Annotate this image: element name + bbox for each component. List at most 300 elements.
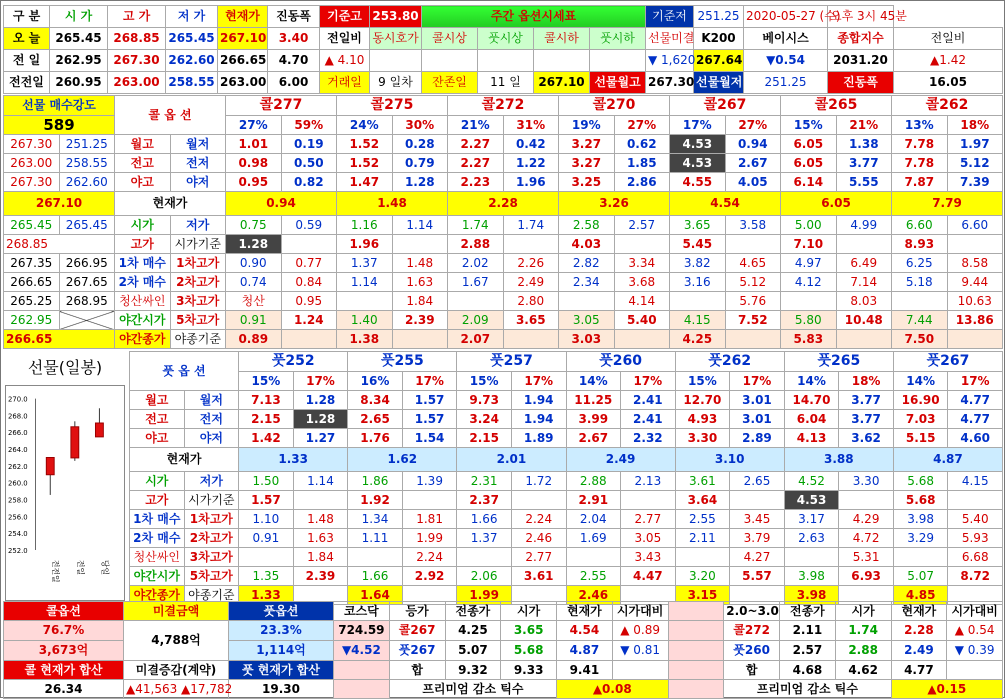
put-label-0-a: 월고: [130, 391, 185, 410]
put-strike-4: 풋262: [675, 352, 784, 372]
put-detail-1-5-b: [839, 491, 894, 510]
call-detail-2-0-b: 0.77: [281, 254, 337, 273]
call-strike-2: 콜272: [448, 96, 559, 116]
call-detail-0-6-a: 6.60: [892, 216, 948, 235]
call-iv-lo-3: 19%: [559, 116, 615, 135]
mid-r2-0: 합: [389, 661, 445, 680]
right-r1-2: 2.88: [835, 641, 891, 661]
call-cur-label: 현재가: [115, 192, 226, 216]
call-detail-1-0-b: [281, 235, 337, 254]
header-r1-10: 251.25: [694, 6, 744, 28]
put-val-1-1-a: 2.65: [348, 410, 403, 429]
call-val-1-3-a: 3.27: [559, 154, 615, 173]
gap-1: [668, 641, 724, 661]
put-val-1-5-b: 3.77: [839, 410, 894, 429]
premium-1: ▲0.08: [557, 680, 669, 699]
put-dlabel-5-b: 5차고가: [184, 567, 239, 586]
footer-h-13: 현재가: [891, 602, 947, 621]
chart-x-label-2: 당일: [100, 559, 110, 576]
call-strike-6: 콜262: [892, 96, 1003, 116]
header-r4-12: 267.30: [646, 72, 694, 94]
call-left-0-b: 251.25: [59, 135, 115, 154]
header-r1-3: 저 가: [166, 6, 218, 28]
header-table: [3, 5, 1003, 94]
header-r1-9: 기준저: [646, 6, 694, 28]
put-detail-1-2-b: [511, 491, 566, 510]
header-r4-11: 선물월고: [590, 72, 646, 94]
put-dlabel-3-b: 2차고가: [184, 529, 239, 548]
put-detail-5-5-a: 3.98: [784, 567, 839, 586]
chart-tick-6: 258.0: [7, 496, 28, 505]
footer-h-2: 풋옵션: [229, 602, 334, 621]
oi-values: [124, 680, 233, 699]
call-val-2-1-a: 1.47: [337, 173, 393, 192]
put-detail-0-6-a: 5.68: [893, 472, 948, 491]
put-detail-2-5-b: 4.29: [839, 510, 894, 529]
put-detail-2-1-a: 1.34: [348, 510, 403, 529]
put-val-1-6-a: 7.03: [893, 410, 948, 429]
call-left-2-b: 262.60: [59, 173, 115, 192]
put-table: [129, 351, 1003, 605]
header-r4-13: 선물월저: [694, 72, 744, 94]
call-cur-0: 0.94: [226, 192, 337, 216]
put-detail-4-4-b: 4.27: [730, 548, 785, 567]
put-detail-2-4-a: 2.55: [675, 510, 730, 529]
put-detail-1-3-a: 2.91: [566, 491, 621, 510]
put-val-1-0-a: 2.15: [239, 410, 294, 429]
oi-up: ▲41,563: [126, 681, 178, 696]
header-r2-6: 전일비: [320, 28, 370, 50]
blank-k: [334, 661, 390, 680]
put-val-2-2-a: 2.15: [457, 429, 512, 448]
put-detail-1-4-b: [730, 491, 785, 510]
call-sum-label: 콜 현재가 합산: [4, 661, 124, 680]
call-detail-3-1-a: 1.14: [337, 273, 393, 292]
call-detail-6-4-a: 4.25: [670, 330, 726, 349]
header-r1-2: 고 가: [108, 6, 166, 28]
put-label-2-a: 야고: [130, 429, 185, 448]
put-detail-5-6-b: 8.72: [948, 567, 1003, 586]
call-dlabel-4-a: 청산싸인: [115, 292, 171, 311]
put-detail-0-0-a: 1.50: [239, 472, 294, 491]
put-strike-1: 풋255: [348, 352, 457, 372]
call-detail-6-0-a: 0.89: [226, 330, 282, 349]
mid-r0-3: 4.54: [557, 621, 613, 641]
call-detail-2-5-a: 4.97: [781, 254, 837, 273]
header-r1-6: 기준고: [320, 6, 370, 28]
put-val-1-3-a: 3.99: [566, 410, 621, 429]
call-iv-hi-1: 30%: [392, 116, 448, 135]
call-detail-0-3-a: 2.58: [559, 216, 615, 235]
put-detail-1-2-a: 2.37: [457, 491, 512, 510]
call-dleft-3-b: 267.65: [59, 273, 115, 292]
call-val-1-1-b: 0.79: [392, 154, 448, 173]
header-r4-4: 263.00: [218, 72, 268, 94]
put-detail-2-2-b: 2.24: [511, 510, 566, 529]
call-detail-0-6-b: 6.60: [947, 216, 1003, 235]
call-detail-5-0-b: 1.24: [281, 311, 337, 330]
call-val-2-4-b: 4.05: [725, 173, 781, 192]
put-detail-0-5-a: 4.52: [784, 472, 839, 491]
call-iv-hi-5: 21%: [836, 116, 892, 135]
footer-h-4: 등가: [389, 602, 445, 621]
call-val-2-6-a: 7.87: [892, 173, 948, 192]
chart-tick-0: 270.0: [7, 395, 28, 404]
header-r4-1: 260.95: [50, 72, 108, 94]
call-detail-0-0-b: 0.59: [281, 216, 337, 235]
put-detail-5-2-b: 3.61: [511, 567, 566, 586]
footer-h-8: 시가대비: [612, 602, 668, 621]
call-strike-1: 콜275: [337, 96, 448, 116]
put-detail-2-0-a: 1.10: [239, 510, 294, 529]
put-detail-0-2-a: 2.31: [457, 472, 512, 491]
put-detail-6-6-a: 4.85: [893, 586, 948, 605]
chart-tick-7: 256.0: [7, 513, 28, 522]
put-val-2-4-a: 3.30: [675, 429, 730, 448]
call-val-0-3-a: 3.27: [559, 135, 615, 154]
put-detail-6-3-a: 2.46: [566, 586, 621, 605]
put-dlabel-1-b: 시가기준: [184, 491, 239, 510]
put-detail-1-0-a: 1.57: [239, 491, 294, 510]
put-detail-2-5-a: 3.17: [784, 510, 839, 529]
header-r1-1: 시 가: [50, 6, 108, 28]
put-detail-3-5-b: 4.72: [839, 529, 894, 548]
put-detail-3-6-b: 5.93: [948, 529, 1003, 548]
call-iv-hi-6: 18%: [947, 116, 1003, 135]
call-detail-2-6-a: 6.25: [892, 254, 948, 273]
right-r2-1: 4.68: [780, 661, 836, 680]
call-val-1-5-a: 6.05: [781, 154, 837, 173]
call-dleft-1: 268.85: [4, 235, 115, 254]
put-label-1-a: 전고: [130, 410, 185, 429]
call-dlabel-5-b: 5차고가: [170, 311, 226, 330]
call-iv-lo-5: 15%: [781, 116, 837, 135]
call-detail-6-3-a: 3.03: [559, 330, 615, 349]
put-detail-2-3-b: 2.77: [621, 510, 676, 529]
call-detail-0-5-a: 5.00: [781, 216, 837, 235]
put-val-1-2-a: 3.24: [457, 410, 512, 429]
call-dleft-0-b: 265.45: [59, 216, 115, 235]
put-iv-hi-6: 17%: [948, 372, 1003, 391]
put-detail-4-0-a: [239, 548, 294, 567]
call-detail-2-0-a: 0.90: [226, 254, 282, 273]
call-val-2-5-b: 5.55: [836, 173, 892, 192]
header-r1-0: 구 분: [4, 6, 50, 28]
call-cur-5: 6.05: [781, 192, 892, 216]
call-detail-5-4-a: 4.15: [670, 311, 726, 330]
call-iv-hi-4: 27%: [725, 116, 781, 135]
put-title: 풋 옵 션: [130, 352, 239, 391]
call-detail-4-4-a: [670, 292, 726, 311]
call-detail-1-0-a: 1.28: [226, 235, 282, 254]
footer-h-7: 현재가: [557, 602, 613, 621]
call-detail-6-2-a: 2.07: [448, 330, 504, 349]
call-label-1-b: 전저: [170, 154, 226, 173]
put-detail-3-1-b: 1.99: [402, 529, 457, 548]
put-val-2-1-b: 1.54: [402, 429, 457, 448]
put-cur-3: 2.49: [566, 448, 675, 472]
put-val-2-2-b: 1.89: [511, 429, 566, 448]
call-dleft-4-b: 268.95: [59, 292, 115, 311]
candle-body-2: [95, 423, 103, 437]
header-r4-16: 16.05: [894, 72, 1003, 94]
header-r4-7: 9 일차: [370, 72, 422, 94]
call-label-1-a: 전고: [115, 154, 171, 173]
put-val-0-0-b: 1.28: [293, 391, 348, 410]
put-val-2-1-a: 1.76: [348, 429, 403, 448]
call-detail-1-3-b: [614, 235, 670, 254]
mid-r0-2: 3.65: [501, 621, 557, 641]
call-detail-1-1-a: 1.96: [337, 235, 393, 254]
put-dlabel-3-a: 2차 매수: [130, 529, 185, 548]
header-r4-2: 263.00: [108, 72, 166, 94]
call-detail-3-5-b: 7.14: [836, 273, 892, 292]
mid-r2-4: [612, 661, 668, 680]
header-r4-3: 258.55: [166, 72, 218, 94]
put-val-0-4-a: 12.70: [675, 391, 730, 410]
chart-tick-8: 254.0: [7, 530, 28, 539]
call-dleft-5-cross: [59, 311, 115, 330]
header-r3-4: 266.65: [218, 50, 268, 72]
chart-tick-2: 266.0: [7, 429, 28, 438]
put-pct: 23.3%: [229, 621, 334, 641]
put-cur-label: 현재가: [130, 448, 239, 472]
call-dlabel-2-a: 1차 매수: [115, 254, 171, 273]
put-detail-0-4-b: 2.65: [730, 472, 785, 491]
put-label-1-b: 전저: [184, 410, 239, 429]
put-iv-lo-2: 15%: [457, 372, 512, 391]
put-iv-lo-5: 14%: [784, 372, 839, 391]
call-detail-6-0-b: [281, 330, 337, 349]
right-r0-0: 콜272: [724, 621, 780, 641]
put-dlabel-4-b: 3차고가: [184, 548, 239, 567]
call-detail-4-2-a: [448, 292, 504, 311]
header-r3-2: 267.30: [108, 50, 166, 72]
put-val-1-5-a: 6.04: [784, 410, 839, 429]
call-detail-0-1-b: 1.14: [392, 216, 448, 235]
put-cur-0: 1.33: [239, 448, 348, 472]
put-iv-lo-3: 14%: [566, 372, 621, 391]
call-detail-5-0-a: 0.91: [226, 311, 282, 330]
call-detail-5-2-a: 2.09: [448, 311, 504, 330]
call-val-2-5-a: 6.14: [781, 173, 837, 192]
put-detail-4-2-a: [457, 548, 512, 567]
call-strike-4: 콜267: [670, 96, 781, 116]
footer-h-5: 전종가: [445, 602, 501, 621]
call-detail-1-5-a: 7.10: [781, 235, 837, 254]
header-r3-3: 262.60: [166, 50, 218, 72]
header-r2-4: 267.10: [218, 28, 268, 50]
header-r2-12: 선물미결: [646, 28, 694, 50]
put-cur-2: 2.01: [457, 448, 566, 472]
call-detail-4-0-a: 청산: [226, 292, 282, 311]
put-dlabel-5-a: 야간시가: [130, 567, 185, 586]
put-iv-lo-6: 14%: [893, 372, 948, 391]
put-dlabel-6-b: 야종기준: [184, 586, 239, 605]
call-detail-4-5-b: 8.03: [836, 292, 892, 311]
call-val-2-0-a: 0.95: [226, 173, 282, 192]
put-detail-4-1-a: [348, 548, 403, 567]
call-label-0-b: 월저: [170, 135, 226, 154]
call-dlabel-3-a: 2차 매수: [115, 273, 171, 292]
put-detail-4-0-b: 1.84: [293, 548, 348, 567]
put-detail-2-1-b: 1.81: [402, 510, 457, 529]
call-strike-5: 콜265: [781, 96, 892, 116]
put-detail-4-3-a: [566, 548, 621, 567]
mid-r0-1: 4.25: [445, 621, 501, 641]
call-detail-5-4-b: 7.52: [725, 311, 781, 330]
chart-x-label-0: 전전일: [51, 559, 61, 583]
call-val-1-5-b: 3.77: [836, 154, 892, 173]
footer-h-12: 시가: [835, 602, 891, 621]
call-detail-0-4-a: 3.65: [670, 216, 726, 235]
put-detail-3-1-a: 1.11: [348, 529, 403, 548]
footer-h-1: 미결금액: [124, 602, 229, 621]
put-strike-5: 풋265: [784, 352, 893, 372]
call-detail-0-3-b: 2.57: [614, 216, 670, 235]
call-dleft-2-a: 267.35: [4, 254, 60, 273]
header-r1-11: 2020-05-27 (수): [744, 6, 828, 28]
header-r2-0: 오 늘: [4, 28, 50, 50]
put-detail-3-4-a: 2.11: [675, 529, 730, 548]
header-r3-15: 2031.20: [828, 50, 894, 72]
header-r4-15: 진동폭: [828, 72, 894, 94]
call-val-1-1-a: 1.52: [337, 154, 393, 173]
put-strike-3: 풋260: [566, 352, 675, 372]
put-val-2-3-b: 2.32: [621, 429, 676, 448]
put-sum-label: 풋 현재가 합산: [229, 661, 334, 680]
call-detail-1-4-a: 5.45: [670, 235, 726, 254]
call-cur-6: 7.79: [892, 192, 1003, 216]
call-detail-1-1-b: [392, 235, 448, 254]
call-val-0-5-a: 6.05: [781, 135, 837, 154]
call-dleft-0-a: 265.45: [4, 216, 60, 235]
call-left-0-a: 267.30: [4, 135, 60, 154]
call-detail-1-3-a: 4.03: [559, 235, 615, 254]
put-val-1-6-b: 4.77: [948, 410, 1003, 429]
put-detail-4-3-b: 3.43: [621, 548, 676, 567]
put-detail-2-6-a: 3.98: [893, 510, 948, 529]
put-val-1-3-b: 2.41: [621, 410, 676, 429]
call-val-2-6-b: 7.39: [947, 173, 1003, 192]
mid-r0-4: ▲ 0.89: [612, 621, 668, 641]
header-r3-11: [590, 50, 646, 72]
put-cur-1: 1.62: [348, 448, 457, 472]
put-val-2-5-b: 3.62: [839, 429, 894, 448]
put-detail-0-5-b: 3.30: [839, 472, 894, 491]
right-r1-4: ▼ 0.39: [947, 641, 1003, 661]
call-cur-4: 4.54: [670, 192, 781, 216]
header-r2-3: 265.45: [166, 28, 218, 50]
call-val-1-0-a: 0.98: [226, 154, 282, 173]
header-r4-14: 251.25: [744, 72, 828, 94]
right-r2-2: 4.62: [835, 661, 891, 680]
put-detail-3-3-b: 3.05: [621, 529, 676, 548]
put-detail-0-0-b: 1.14: [293, 472, 348, 491]
header-r2-10: 콜시하: [534, 28, 590, 50]
put-val-1-2-b: 1.94: [511, 410, 566, 429]
call-detail-3-2-b: 2.49: [503, 273, 559, 292]
call-detail-4-4-b: 5.76: [725, 292, 781, 311]
oi-label: 미결증감(계약): [124, 661, 229, 680]
chart-tick-1: 268.0: [7, 412, 28, 421]
put-iv-hi-2: 17%: [511, 372, 566, 391]
put-label-2-b: 야저: [184, 429, 239, 448]
futures-strength-value: 589: [4, 116, 115, 135]
call-iv-lo-1: 24%: [337, 116, 393, 135]
call-pct: 76.7%: [4, 621, 124, 641]
call-label-0-a: 월고: [115, 135, 171, 154]
call-detail-0-4-b: 3.58: [725, 216, 781, 235]
put-detail-3-2-a: 1.37: [457, 529, 512, 548]
header-r3-9: [478, 50, 534, 72]
call-detail-2-4-a: 3.82: [670, 254, 726, 273]
call-detail-3-0-b: 0.84: [281, 273, 337, 292]
call-dlabel-5-a: 야간시가: [115, 311, 171, 330]
chart-x-label-1: 전일: [75, 559, 85, 576]
call-detail-0-2-b: 1.74: [503, 216, 559, 235]
header-r1-5: 진동폭: [268, 6, 320, 28]
call-val-1-4-a: 4.53: [670, 154, 726, 173]
put-detail-5-0-b: 2.39: [293, 567, 348, 586]
put-strike-2: 풋257: [457, 352, 566, 372]
put-cur-6: 4.87: [893, 448, 1002, 472]
header-r2-8: 콜시상: [422, 28, 478, 50]
call-val-1-2-a: 2.27: [448, 154, 504, 173]
call-dlabel-2-b: 1차고가: [170, 254, 226, 273]
put-detail-3-2-b: 2.46: [511, 529, 566, 548]
call-val-0-1-b: 0.28: [392, 135, 448, 154]
put-detail-5-1-b: 2.92: [402, 567, 457, 586]
put-iv-lo-0: 15%: [239, 372, 294, 391]
call-detail-5-2-b: 3.65: [503, 311, 559, 330]
call-detail-2-2-b: 2.26: [503, 254, 559, 273]
header-r3-16: ▲1.42: [894, 50, 1003, 72]
put-detail-6-1-a: 1.64: [348, 586, 403, 605]
call-dlabel-0-b: 저가: [170, 216, 226, 235]
call-detail-5-5-a: 5.80: [781, 311, 837, 330]
call-dleft-6: 266.65: [4, 330, 115, 349]
put-detail-4-5-a: [784, 548, 839, 567]
header-r1-8: 주간 옵션시세표: [422, 6, 646, 28]
call-val-2-1-b: 1.28: [392, 173, 448, 192]
call-detail-1-2-b: [503, 235, 559, 254]
gap-0: [668, 621, 724, 641]
call-detail-6-1-a: 1.38: [337, 330, 393, 349]
premium-label-2: 프리미엄 감소 틱수: [724, 680, 891, 699]
call-detail-4-6-a: [892, 292, 948, 311]
put-val-1-4-b: 3.01: [730, 410, 785, 429]
candle-body-1: [71, 427, 79, 458]
mid-r2-2: 9.33: [501, 661, 557, 680]
call-val-0-3-b: 0.62: [614, 135, 670, 154]
put-val-0-6-a: 16.90: [893, 391, 948, 410]
mid-r0-0: 콜267: [389, 621, 445, 641]
chart-tick-5: 260.0: [7, 479, 28, 488]
put-iv-hi-0: 17%: [293, 372, 348, 391]
put-val-0-3-b: 2.41: [621, 391, 676, 410]
put-detail-5-1-a: 1.66: [348, 567, 403, 586]
futures-strength-label: 선물 매수강도: [4, 96, 115, 116]
put-detail-4-2-b: 2.77: [511, 548, 566, 567]
put-detail-6-5-a: 3.98: [784, 586, 839, 605]
put-detail-1-0-b: [293, 491, 348, 510]
put-detail-6-0-a: 1.33: [239, 586, 294, 605]
call-detail-6-1-b: [392, 330, 448, 349]
header-r4-5: 6.00: [268, 72, 320, 94]
put-detail-6-2-a: 1.99: [457, 586, 512, 605]
put-detail-2-4-b: 3.45: [730, 510, 785, 529]
